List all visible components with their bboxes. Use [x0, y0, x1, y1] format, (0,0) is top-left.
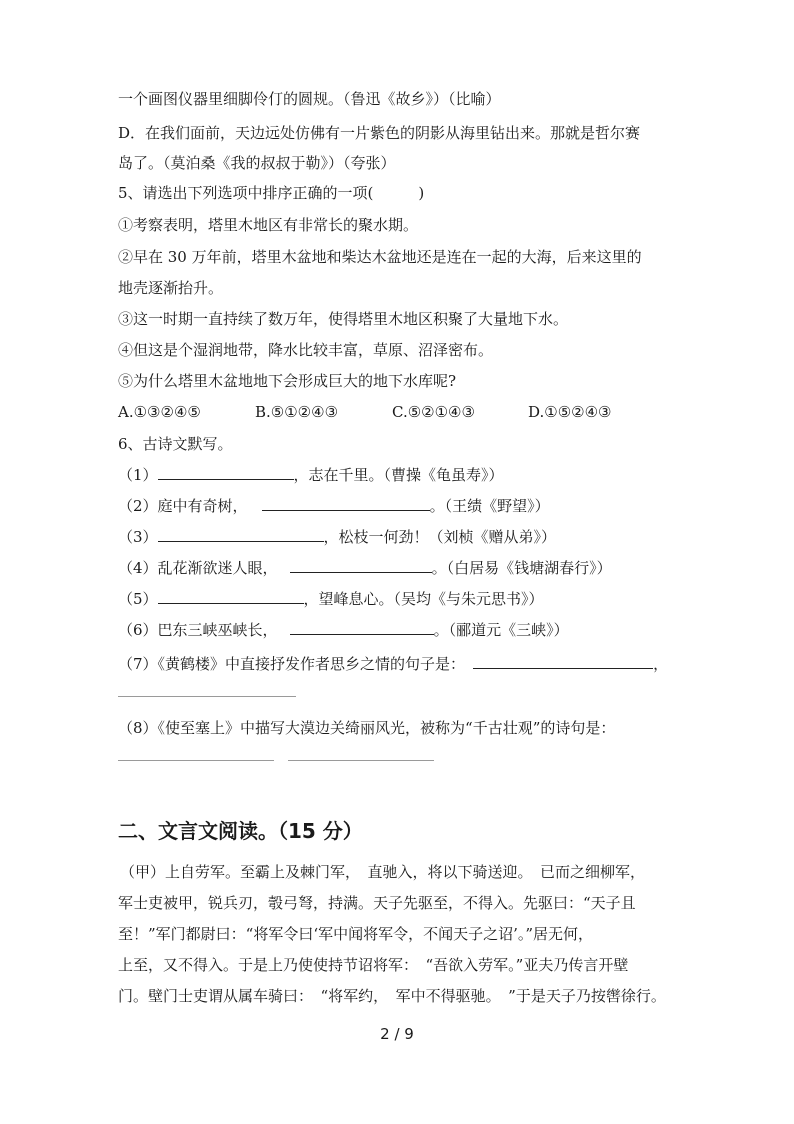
passage-line: 至！”军门都尉曰：“将军令曰‘军中闻将军令，不闻天子之诏’。”居无何， — [118, 925, 594, 943]
q5-item-1: ①考察表明，塔里木地区有非常长的聚水期。 — [118, 216, 419, 234]
q6-item-text: 。（郦道元《三峡》） — [433, 621, 569, 639]
q6-item-text: 。（白居易《钱塘湖春行》） — [431, 559, 612, 577]
q6-item-text: 乱花渐欲迷人眼， — [157, 559, 278, 577]
q6-item-number: （7） — [118, 655, 158, 673]
passage-line: 军士吏被甲，锐兵刃，彀弓弩，持满。天子先驱至，不得入。先驱曰：“天子且 — [118, 894, 636, 912]
q5-item-2: ②早在 30 万年前，塔里木盆地和柴达木盆地还是连在一起的大海，后来这里的 — [118, 248, 642, 266]
q4-option-c-tail: 一个画图仪器里细脚伶仃的圆规。（鲁迅《故乡》）（比喻） — [118, 90, 501, 108]
q6-item-text: ，望峰息心。（吴均《与朱元思书》） — [303, 590, 544, 608]
q6-item-3 — [118, 527, 556, 547]
q6-item-4 — [118, 558, 612, 578]
q5-option-a: A.①③②④⑤ — [118, 403, 201, 421]
q6-blank[interactable] — [473, 654, 653, 669]
q5-title: 5、请选出下列选项中排序正确的一项( ) — [118, 184, 425, 202]
q4-option-d-line2: 岛了。（莫泊桑《我的叔叔于勒》）（夸张） — [118, 154, 396, 172]
q6-title: 6、古诗文默写。 — [118, 435, 233, 453]
q6-item-text: 庭中有奇树， — [157, 497, 248, 515]
q6-blank[interactable] — [158, 589, 304, 604]
q6-blank[interactable] — [262, 496, 430, 511]
q5-option-b: B.⑤①②④③ — [255, 403, 339, 421]
q6-item-7-second-blank[interactable] — [118, 696, 296, 697]
q6-item-text: 《使至塞上》中描写大漠边关绮丽风光，被称为“千古壮观”的诗句是： — [157, 719, 616, 737]
q6-item-text: 。（王绩《野望》） — [429, 497, 550, 515]
q6-item-8 — [118, 718, 615, 738]
q6-item-number: （3） — [118, 528, 158, 546]
q6-item-text: ， — [653, 655, 669, 673]
q6-item-number: （6） — [118, 621, 158, 639]
section-title: 二、文言文阅读。（15 分） — [118, 819, 363, 843]
passage-line: 门。壁门士吏谓从属车骑曰： “将军约， 军中不得驱驰。 ”于是天子乃按辔徐行。 — [118, 987, 666, 1005]
q5-option-c: C.⑤②①④③ — [392, 403, 475, 421]
q6-item-text: 《黄鹤楼》中直接抒发作者思乡之情的句子是： — [157, 655, 466, 673]
q6-blank[interactable] — [290, 558, 432, 573]
q6-item-5 — [118, 589, 544, 609]
q6-item-number: （2） — [118, 497, 158, 515]
q6-blank[interactable] — [290, 620, 434, 635]
q6-blank[interactable] — [158, 527, 324, 542]
q6-item-8-blank-1[interactable] — [118, 760, 274, 761]
passage-line: （甲）上自劳军。至霸上及棘门军， 直驰入，将以下骑送迎。 已而之细柳军， — [120, 863, 646, 881]
q5-option-d: D.①⑤②④③ — [528, 403, 612, 421]
q6-item-8-blank-2[interactable] — [288, 760, 434, 761]
q6-item-number: （8） — [118, 719, 158, 737]
q6-item-2 — [118, 496, 550, 516]
q6-item-1 — [118, 465, 504, 485]
q6-blank[interactable] — [158, 465, 294, 480]
q6-item-text: ，松枝一何劲！（刘桢《赠从弟》） — [323, 528, 557, 546]
q6-item-number: （1） — [118, 466, 158, 484]
q6-item-number: （4） — [118, 559, 158, 577]
page-number: 2 / 9 — [380, 1025, 414, 1043]
q4-option-d-line1: D．在我们面前，天边远处仿佛有一片紫色的阴影从海里钻出来。那就是哲尔赛 — [118, 124, 641, 142]
passage-line: 上至，又不得入。于是上乃使使持节诏将军： “吾欲入劳军。”亚夫乃传言开壁 — [118, 956, 629, 974]
q6-item-7 — [118, 654, 668, 674]
q6-item-text: 巴东三峡巫峡长， — [157, 621, 278, 639]
q5-item-4: ④但这是个湿润地带，降水比较丰富，草原、沼泽密布。 — [118, 341, 494, 359]
q5-item-3: ③这一时期一直持续了数万年，使得塔里木地区积聚了大量地下水。 — [118, 310, 569, 328]
q6-item-6 — [118, 620, 569, 640]
q5-item-5: ⑤为什么塔里木盆地地下会形成巨大的地下水库呢? — [118, 372, 457, 390]
q6-item-text: ，志在千里。（曹操《龟虽寿》） — [293, 466, 504, 484]
q6-item-number: （5） — [118, 590, 158, 608]
q5-item-2-cont: 地壳逐渐抬升。 — [118, 279, 224, 297]
